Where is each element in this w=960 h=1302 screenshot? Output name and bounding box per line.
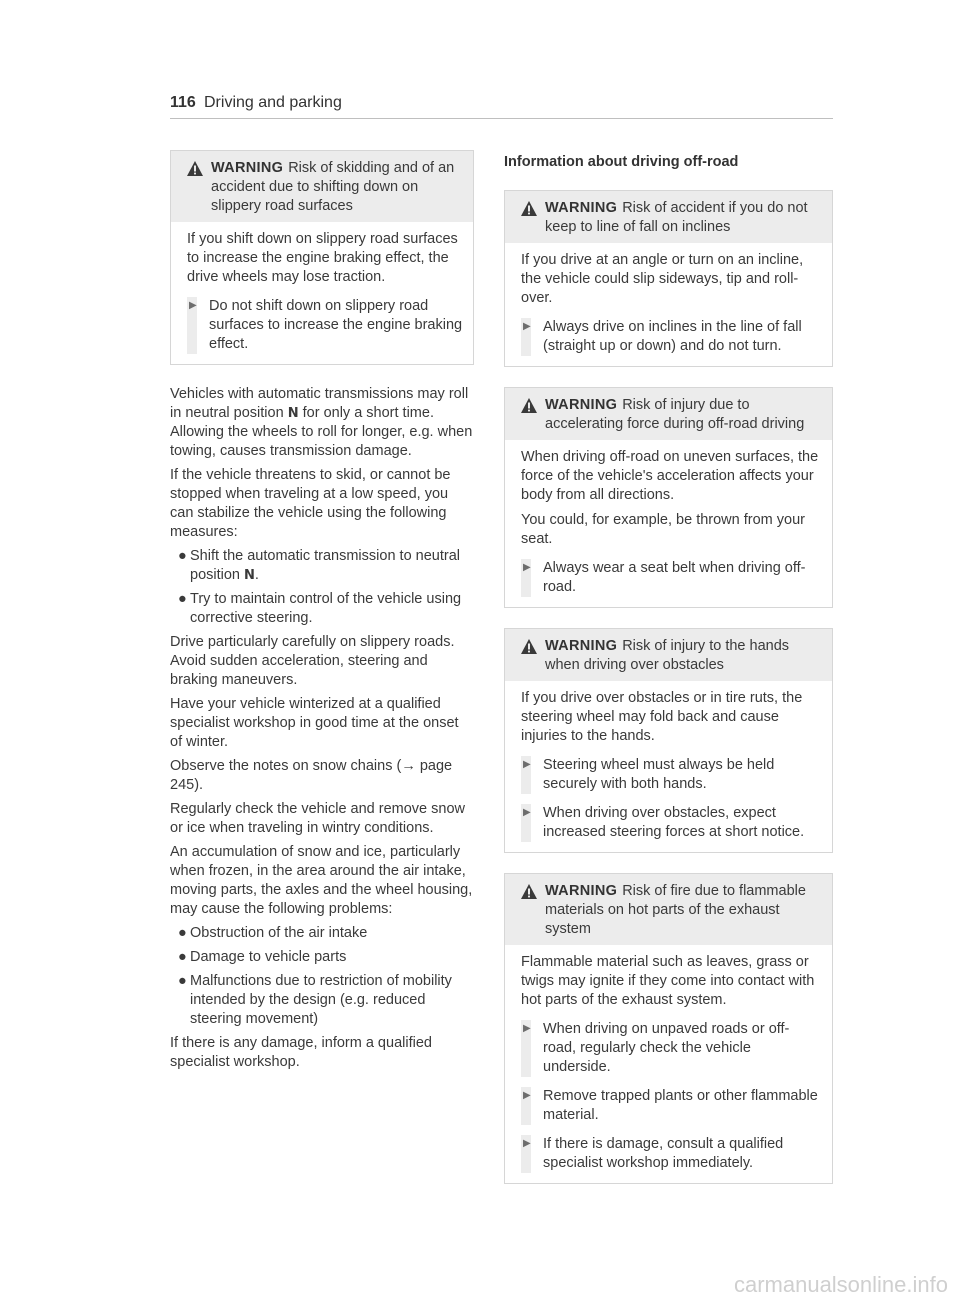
- warning-text: If you drive over obstacles or in tire ruts, the steering wheel may fold back and cause injuries to the hands.: [521, 690, 803, 744]
- warning-label: WARNING: [545, 638, 618, 654]
- warning-text: Flammable material such as leaves, grass or twigs may ignite if they come into contact with hot parts of the exhaust system.: [521, 954, 815, 1008]
- action-arrow-icon: ▶: [523, 562, 531, 573]
- list-item: [170, 590, 474, 628]
- action-item: [521, 804, 822, 842]
- action-item: [521, 559, 822, 597]
- action-arrow-icon: ▶: [523, 759, 531, 770]
- bullet-icon: ●: [178, 548, 187, 564]
- warning-label: WARNING: [211, 160, 284, 176]
- paragraph-text: Vehicles with automatic transmissions may roll in neutral position: [170, 386, 469, 421]
- list-item-text: Obstruction of the air intake: [190, 925, 368, 941]
- warning-header: [505, 629, 832, 681]
- warning-text: If you drive at an angle or turn on an incline, the vehicle could slip sideways, tip and roll-over.: [521, 252, 804, 306]
- list-item: [170, 972, 474, 1029]
- page-number: 116: [170, 94, 196, 111]
- warning-title: Risk of skidding and of an accident due to shifting down on slippery road surfaces: [211, 160, 455, 214]
- warning-label: WARNING: [545, 883, 618, 899]
- paragraph: Observe the notes on snow chains (→ page 245).: [170, 758, 453, 793]
- neutral-position-icon: N: [244, 568, 255, 583]
- action-text: Do not shift down on slippery road surfaces to increase the engine braking effect.: [209, 298, 463, 352]
- action-arrow-icon: ▶: [189, 300, 197, 311]
- action-text: Steering wheel must always be held securely with both hands.: [543, 757, 775, 792]
- warning-body: [505, 440, 832, 607]
- action-arrow-icon: ▶: [523, 807, 531, 818]
- warning-text: When driving off-road on uneven surfaces, the force of the vehicle's acceleration affects your body from all directions.: [521, 449, 819, 503]
- right-column: [504, 150, 833, 1204]
- paragraph: If the vehicle threatens to skid, or cannot be stopped when traveling at a low speed, you can stabilize the vehicle using the following measures:: [170, 467, 451, 540]
- action-arrow-icon: ▶: [523, 321, 531, 332]
- paragraph: Regularly check the vehicle and remove snow or ice when traveling in wintry conditions.: [170, 801, 465, 836]
- warning-text: You could, for example, be thrown from your seat.: [521, 512, 805, 547]
- warning-title: Risk of injury due to accelerating force during off-road driving: [545, 397, 805, 432]
- list-item: [170, 547, 474, 585]
- paragraph: An accumulation of snow and ice, particularly when frozen, in the area around the air intake, moving parts, the axles and the wheel housing, may cause the following problems:: [170, 844, 473, 917]
- warning-box: [504, 628, 833, 853]
- list-item: [170, 924, 474, 943]
- list-item-text: Shift the automatic transmission to neutral position: [190, 548, 460, 583]
- warning-box: [170, 150, 474, 365]
- warning-triangle-icon: [521, 639, 537, 654]
- paragraph: Have your vehicle winterized at a qualified specialist workshop in good time at the onset of winter.: [170, 696, 459, 750]
- paragraph: Drive particularly carefully on slippery roads. Avoid sudden acceleration, steering and braking maneuvers.: [170, 634, 455, 688]
- warning-label: WARNING: [545, 200, 618, 216]
- action-text: Always wear a seat belt when driving off-road.: [543, 560, 806, 595]
- action-text: Always drive on inclines in the line of fall (straight up or down) and do not turn.: [543, 319, 802, 354]
- left-column: [170, 150, 474, 1077]
- bullet-icon: ●: [178, 973, 187, 989]
- warning-box: [504, 387, 833, 608]
- list-item: [170, 948, 474, 967]
- action-arrow-icon: ▶: [523, 1023, 531, 1034]
- section-heading: Information about driving off-road: [504, 154, 739, 170]
- warning-body: [505, 945, 832, 1183]
- warning-body: [171, 222, 473, 364]
- section-title: Driving and parking: [204, 94, 342, 111]
- warning-box: [504, 190, 833, 367]
- warning-triangle-icon: [187, 161, 203, 176]
- paragraph-text: for only a short time. Allowing the wheels to roll for longer, e.g. when towing, causes transmission damage.: [170, 405, 473, 459]
- watermark: carmanualsonline.info: [733, 1272, 948, 1297]
- warning-text: If you shift down on slippery road surfaces to increase the engine braking effect, the drive wheels may lose traction.: [187, 231, 458, 285]
- action-arrow-icon: ▶: [523, 1138, 531, 1149]
- bullet-list: [170, 547, 474, 628]
- action-text: Remove trapped plants or other flammable material.: [543, 1088, 818, 1123]
- action-item: [521, 1135, 822, 1173]
- warning-title: Risk of fire due to flammable materials on hot parts of the exhaust system: [545, 883, 806, 937]
- action-text: If there is damage, consult a qualified specialist workshop immediately.: [543, 1136, 784, 1171]
- warning-body: [505, 681, 832, 852]
- warning-header: [505, 388, 832, 440]
- action-item: [521, 318, 822, 356]
- list-item-text: Damage to vehicle parts: [190, 949, 347, 965]
- warning-title: Risk of injury to the hands when driving over obstacles: [545, 638, 790, 673]
- paragraph: [170, 385, 474, 461]
- bullet-icon: ●: [178, 949, 187, 965]
- list-item-text: .: [254, 567, 259, 583]
- page-header: [170, 94, 833, 119]
- warning-header: [505, 874, 832, 945]
- action-item: [521, 756, 822, 794]
- warning-body: [505, 243, 832, 366]
- warning-triangle-icon: [521, 398, 537, 413]
- list-item-text: Try to maintain control of the vehicle using corrective steering.: [190, 591, 462, 626]
- action-text: When driving on unpaved roads or off-road, regularly check the vehicle underside.: [543, 1021, 790, 1075]
- action-item: [187, 297, 463, 354]
- bullet-icon: ●: [178, 591, 187, 607]
- warning-triangle-icon: [521, 201, 537, 216]
- neutral-position-icon: N: [287, 406, 299, 421]
- list-item-text: Malfunctions due to restriction of mobility intended by the design (e.g. reduced steering movement): [190, 973, 452, 1027]
- warning-header: [505, 191, 832, 243]
- action-item: [521, 1020, 822, 1077]
- warning-label: WARNING: [545, 397, 618, 413]
- bullet-icon: ●: [178, 925, 187, 941]
- warning-box: [504, 873, 833, 1184]
- warning-title: Risk of accident if you do not keep to line of fall on inclines: [545, 200, 808, 235]
- warning-header: [171, 151, 473, 222]
- action-text: When driving over obstacles, expect increased steering forces at short notice.: [543, 805, 805, 840]
- action-arrow-icon: ▶: [523, 1090, 531, 1101]
- warning-triangle-icon: [521, 884, 537, 899]
- bullet-list: [170, 924, 474, 1029]
- paragraph: If there is any damage, inform a qualified specialist workshop.: [170, 1035, 432, 1070]
- action-item: [521, 1087, 822, 1125]
